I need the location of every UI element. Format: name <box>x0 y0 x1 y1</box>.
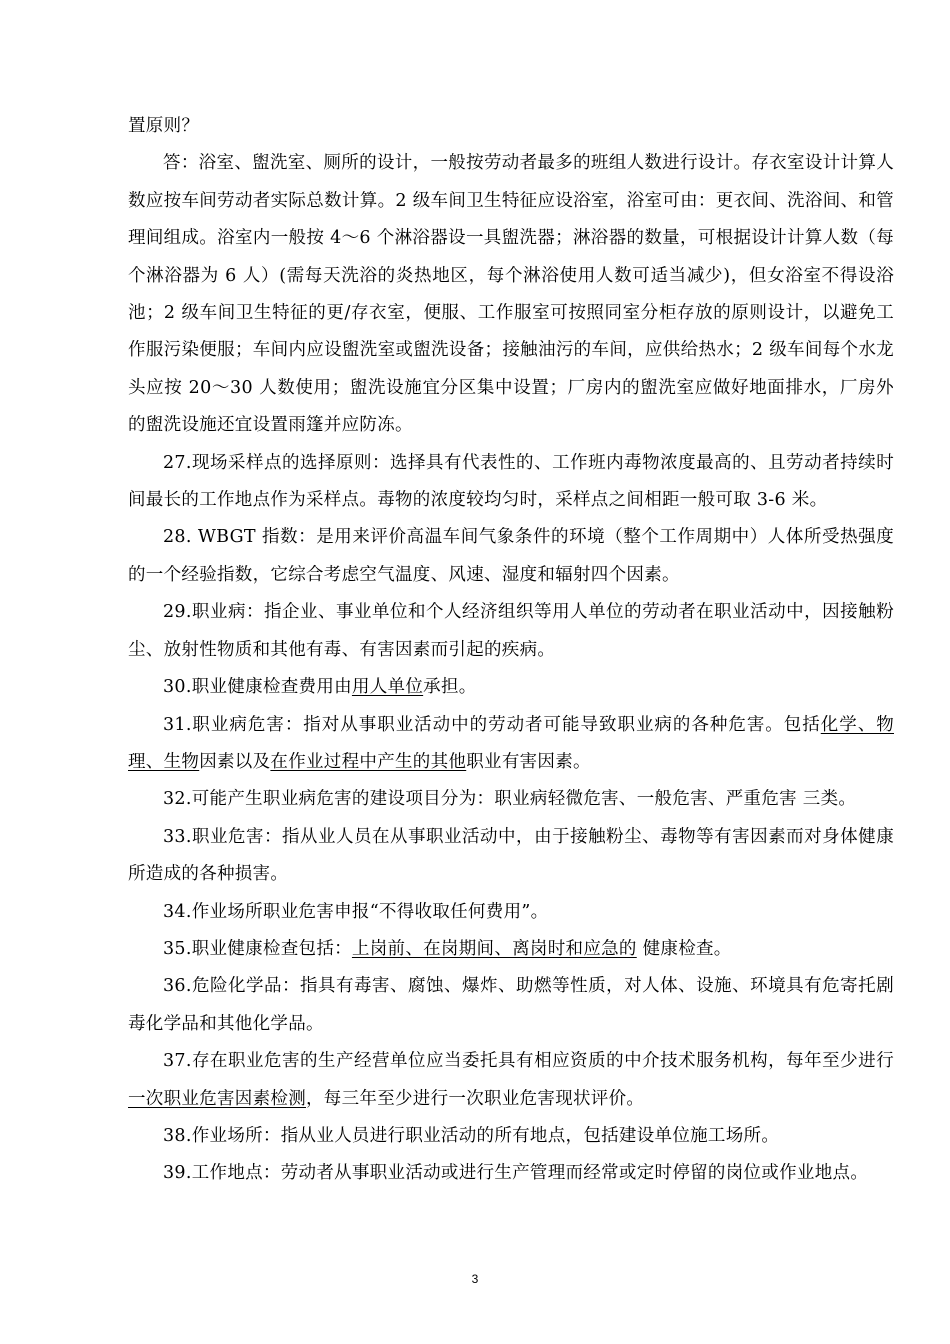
text-run: 置原则？ <box>128 116 200 136</box>
paragraph <box>128 707 894 782</box>
text-run: 答：浴室、盥洗室、厕所的设计，一般按劳动者最多的班组人数进行设计。存衣室设计计算人数应按车间劳动者实际总数计算。2 级车间卫生特征应设浴室，浴室可由：更衣间、洗浴间、和管理间组成。浴室内一般按 4～6 个淋浴器设一具盥洗器；淋浴器的数量，可根据设计计算人数（每个淋浴器为 6 人）(需每天洗浴的炎热地区，每个淋浴使用人数可适当减少)，但女浴室不得设浴池；2 级车间卫生特征的更/存衣室，便服、工作服室可按照同室分柜存放的原则设计，以避免工作服污染便服；车间内应设盥洗室或盥洗设备；接触油污的车间，应供给热水；2 级车间每个水龙头应按 20～30 人数使用；盥洗设施宜分区集中设置；厂房内的盥洗室应做好地面排水，厂房外的盥洗设施还宜设置雨篷并应防冻。 <box>128 153 894 436</box>
text-run: 职业有害因素。 <box>466 751 591 772</box>
paragraph <box>128 594 894 669</box>
page-number: 3 <box>471 1272 479 1286</box>
text-run: 34.作业场所职业危害申报“不得收取任何费用”。 <box>163 901 549 922</box>
paragraph <box>128 819 894 894</box>
text-run: 29.职业病：指企业、事业单位和个人经济组织等用人单位的劳动者在职业活动中，因接触粉尘、放射性物质和其他有毒、有害因素而引起的疾病。 <box>128 602 894 660</box>
paragraph <box>128 968 894 1043</box>
paragraph <box>128 445 894 520</box>
text-run: 承担。 <box>423 677 477 698</box>
underlined-answer: 在作业过程中产生的其他 <box>270 751 467 772</box>
text-run: ，每三年至少进行一次职业危害现状评价。 <box>306 1088 645 1109</box>
underlined-answer: 用人单位 <box>351 677 424 698</box>
text-run: 33.职业危害：指从业人员在从事职业活动中，由于接触粉尘、毒物等有害因素而对身体健康所造成的各种损害。 <box>128 826 894 885</box>
paragraph <box>128 145 894 444</box>
paragraph <box>128 669 894 706</box>
paragraph <box>128 1043 894 1118</box>
paragraph <box>128 108 894 145</box>
text-run: 32.可能产生职业病危害的建设项目分为：职业病轻微危害、一般危害、严重危害 三类。 <box>163 789 857 810</box>
text-run: 37.存在职业危害的生产经营单位应当委托具有相应资质的中介技术服务机构，每年至少进行 <box>163 1051 894 1072</box>
underlined-answer: 化学、物理、生物 <box>128 714 894 772</box>
underlined-answer: 上岗前、在岗期间、离岗时和应急的 <box>351 938 637 959</box>
text-run: 30.职业健康检查费用由 <box>163 677 352 698</box>
text-run: 36.危险化学品：指具有毒害、腐蚀、爆炸、助燃等性质，对人体、设施、环境具有危寄托剧毒化学品和其他化学品。 <box>128 976 894 1034</box>
text-run: 38.作业场所：指从业人员进行职业活动的所有地点，包括建设单位施工场所。 <box>163 1125 780 1146</box>
text-run: 35.职业健康检查包括： <box>163 938 352 959</box>
paragraph <box>128 781 894 818</box>
paragraph <box>128 1118 894 1155</box>
paragraph <box>128 931 894 968</box>
paragraph <box>128 894 894 931</box>
text-run: 28. WBGT 指数：是用来评价高温车间气象条件的环境（整个工作周期中）人体所受热强度的一个经验指数，它综合考虑空气温度、风速、湿度和辐射四个因素。 <box>128 527 894 585</box>
paragraph <box>128 519 894 594</box>
paragraph <box>128 1155 894 1192</box>
text-run: 31.职业病危害：指对从事职业活动中的劳动者可能导致职业病的各种危害。包括 <box>163 714 821 735</box>
text-run: 因素以及 <box>199 751 271 772</box>
text-run: 健康检查。 <box>636 938 732 959</box>
text-run: 27.现场采样点的选择原则：选择具有代表性的、工作班内毒物浓度最高的、且劳动者持续时间最长的工作地点作为采样点。毒物的浓度较均匀时，采样点之间相距一般可取 3-6 米。 <box>128 452 894 511</box>
text-run: 39.工作地点：劳动者从事职业活动或进行生产管理而经常或定时停留的岗位或作业地点。 <box>163 1163 869 1184</box>
document-body <box>128 108 894 1193</box>
underlined-answer: 一次职业危害因素检测 <box>128 1088 306 1109</box>
